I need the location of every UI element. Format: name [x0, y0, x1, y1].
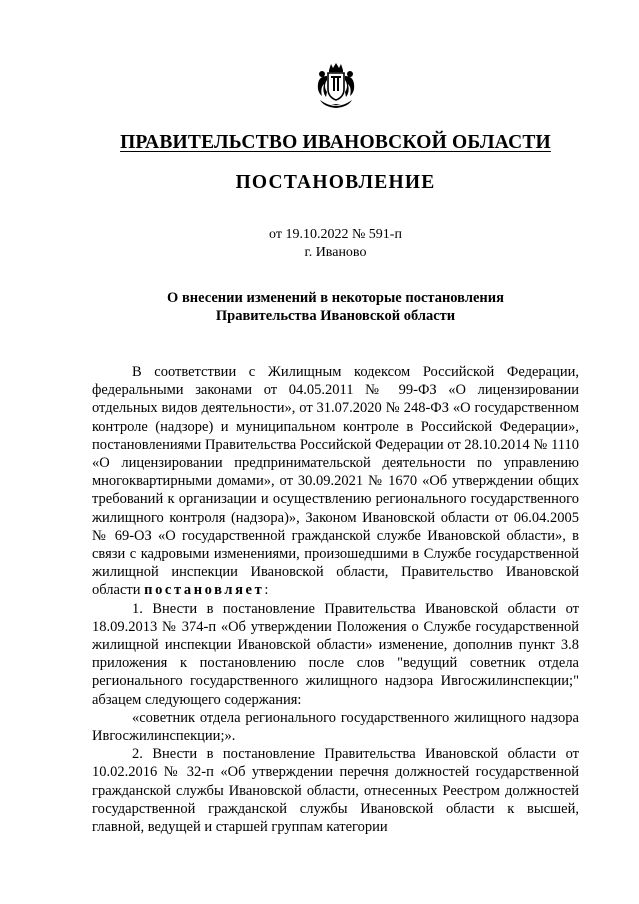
document-type: ПОСТАНОВЛЕНИЕ: [235, 172, 436, 193]
document-subject: [92, 289, 579, 325]
paragraph-preamble: [92, 363, 579, 600]
document-meta: [92, 226, 579, 262]
decree-word: постановляет: [144, 582, 265, 599]
subject-line-2: Правительства Ивановской области: [215, 308, 456, 324]
subject-line-1: О внесении изменений в некоторые постановления: [167, 290, 504, 306]
date-number: от 19.10.2022 № 591-п: [269, 227, 402, 242]
paragraph-item-2: 2. Внести в постановление Правительства Ивановской области от 10.02.2016 № 32-п «Об утверждении перечня должностей государственной гражданской службы Ивановской области, отнесенных Реестром должностей государственной гражданской службы Ивановской области к высшей, главной, ведущей и старшей группам категории: [92, 746, 579, 836]
ivanovo-coat-of-arms-icon: [314, 62, 358, 110]
city: г. Иваново: [304, 245, 367, 260]
document-body: [92, 363, 579, 836]
government-title: ПРАВИТЕЛЬСТВО ИВАНОВСКОЙ ОБЛАСТИ: [120, 132, 551, 153]
preamble-text: В соответствии с Жилищным кодексом Российской Федерации, федеральными законами от 04.05.2011 № 99-ФЗ «О лицензировании отдельных видов деятельности», от 31.07.2020 № 248-ФЗ «О государственном контроле (надзоре) и муниципальном контроле в Российской Федерации», постановлениями Правительства Российской Федерации от 28.10.2014 № 1110 «О лицензировании предпринимательской деятельности по управлению многоквартирными домами», от 30.09.2021 № 1670 «Об утверждении общих требований к организации и осуществлению регионального государственного жилищного контроля (надзора)», Законом Ивановской области от 06.04.2005 № 69-ОЗ «О государственной гражданской службе Ивановской области», в связи с кадровыми изменениями, произошедшими в Службе государственной жилищной инспекции Ивановской области, Правительство Ивановской области: [92, 364, 579, 599]
paragraph-quote: «советник отдела регионального государственного жилищного надзора Ивгосжилинспекции;».: [92, 709, 579, 745]
decree-colon: :: [264, 582, 269, 599]
paragraph-item-1: 1. Внести в постановление Правительства Ивановской области от 18.09.2013 № 374-п «Об утверждении Положения о Службе государственной жилищной инспекции Ивановской области» изменение, дополнив пункт 3.8 приложения к постановлению после слов "ведущий советник отдела регионального государственного жилищного надзора Ивгосжилинспекции;" абзацем следующего содержания:: [92, 600, 579, 708]
